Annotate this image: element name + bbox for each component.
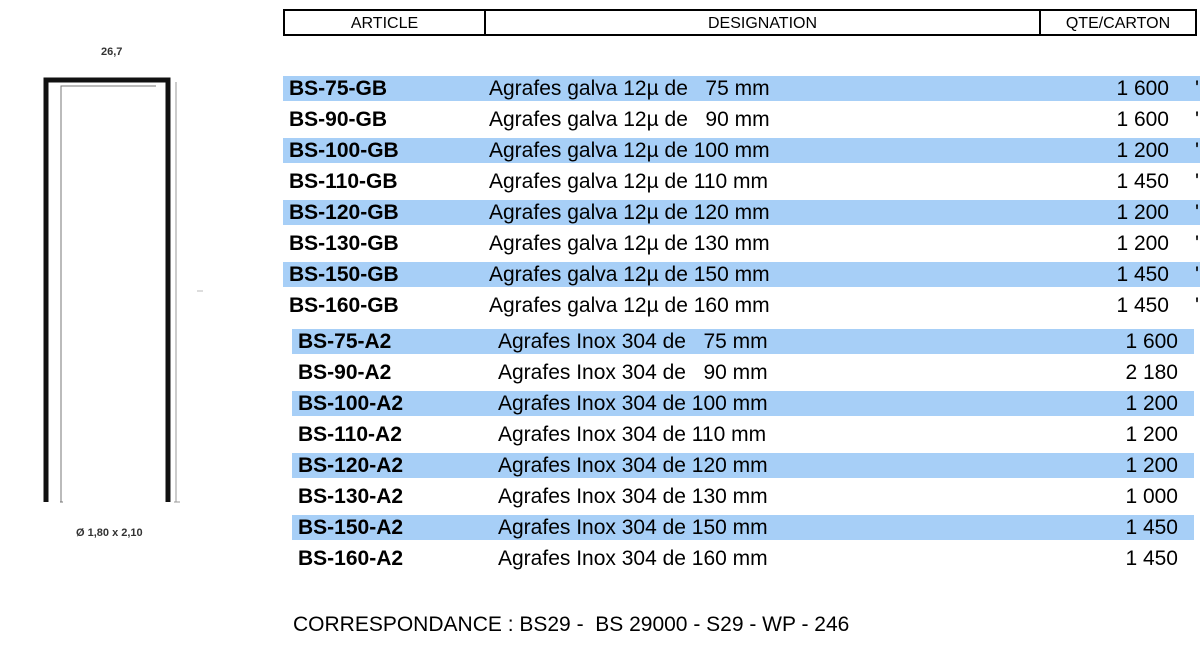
designation: Agrafes galva 12µ de 120 mm — [489, 201, 770, 224]
cropped-glyph: ' — [1195, 263, 1200, 286]
designation: Agrafes galva 12µ de 75 mm — [489, 77, 770, 100]
quantity: 2 180 — [1125, 361, 1178, 384]
article-code: BS-110-A2 — [298, 423, 402, 446]
table-header — [283, 9, 1197, 36]
cropped-glyph: ' — [1195, 170, 1200, 193]
designation: Agrafes galva 12µ de 100 mm — [489, 139, 770, 162]
diameter-dimension-label: Ø 1,80 x 2,10 — [76, 527, 143, 539]
table-row — [283, 231, 1200, 256]
quantity: 1 200 — [1116, 201, 1169, 224]
quantity: 1 450 — [1125, 547, 1178, 570]
quantity: 1 600 — [1116, 77, 1169, 100]
quantity: 1 200 — [1116, 232, 1169, 255]
quantity: 1 600 — [1116, 108, 1169, 131]
article-code: BS-100-GB — [289, 139, 399, 162]
quantity: 1 450 — [1125, 516, 1178, 539]
staple-diagram — [0, 0, 240, 600]
designation: Agrafes Inox 304 de 120 mm — [498, 454, 768, 477]
correspondance-note: CORRESPONDANCE : BS29 - BS 29000 - S29 - WP - 246 — [293, 613, 850, 636]
table-row — [292, 329, 1194, 354]
article-code: BS-90-A2 — [298, 361, 392, 384]
table-row — [283, 293, 1200, 318]
quantity: 1 600 — [1125, 330, 1178, 353]
table-row — [283, 262, 1200, 287]
quantity: 1 200 — [1116, 139, 1169, 162]
width-dimension-label: 26,7 — [101, 46, 123, 58]
designation: Agrafes galva 12µ de 150 mm — [489, 263, 770, 286]
table-row — [292, 546, 1194, 571]
quantity: 1 000 — [1125, 485, 1178, 508]
designation: Agrafes Inox 304 de 160 mm — [498, 547, 768, 570]
designation: Agrafes galva 12µ de 130 mm — [489, 232, 770, 255]
header-designation: DESIGNATION — [486, 11, 1041, 34]
article-code: BS-75-GB — [289, 77, 388, 100]
designation: Agrafes galva 12µ de 110 mm — [489, 170, 769, 193]
table-row — [283, 138, 1200, 163]
header-article: ARTICLE — [285, 11, 486, 34]
header-qte-carton: QTE/CARTON — [1065, 14, 1171, 32]
article-code: BS-120-GB — [289, 201, 399, 224]
article-code: BS-75-A2 — [298, 330, 392, 353]
table-row — [283, 200, 1200, 225]
designation: Agrafes Inox 304 de 90 mm — [498, 361, 768, 384]
article-code: BS-150-GB — [289, 263, 399, 286]
quantity: 1 200 — [1125, 454, 1178, 477]
table-row — [292, 453, 1194, 478]
article-code: BS-120-A2 — [298, 454, 404, 477]
article-code: BS-130-A2 — [298, 485, 404, 508]
article-code: BS-150-A2 — [298, 516, 404, 539]
designation: Agrafes Inox 304 de 110 mm — [498, 423, 767, 446]
designation: Agrafes Inox 304 de 130 mm — [498, 485, 768, 508]
table-row — [292, 484, 1194, 509]
quantity: 1 200 — [1125, 392, 1178, 415]
quantity: 1 450 — [1116, 170, 1169, 193]
table-row — [292, 391, 1194, 416]
article-code: BS-130-GB — [289, 232, 399, 255]
article-code: BS-110-GB — [289, 170, 398, 193]
article-code: BS-160-A2 — [298, 547, 404, 570]
table-row — [283, 169, 1200, 194]
designation: Agrafes Inox 304 de 100 mm — [498, 392, 768, 415]
cropped-glyph: ' — [1195, 139, 1200, 162]
designation: Agrafes Inox 304 de 75 mm — [498, 330, 768, 353]
designation: Agrafes galva 12µ de 90 mm — [489, 108, 770, 131]
cropped-glyph: ' — [1195, 294, 1200, 317]
table-row — [292, 515, 1194, 540]
designation: Agrafes Inox 304 de 150 mm — [498, 516, 768, 539]
cropped-glyph: ' — [1195, 108, 1200, 131]
designation: Agrafes galva 12µ de 160 mm — [489, 294, 770, 317]
table-row — [292, 422, 1194, 447]
article-code: BS-160-GB — [289, 294, 399, 317]
table-row — [292, 360, 1194, 385]
quantity: 1 450 — [1116, 294, 1169, 317]
article-code: BS-90-GB — [289, 108, 388, 131]
table-row — [283, 76, 1200, 101]
quantity: 1 450 — [1116, 263, 1169, 286]
quantity: 1 200 — [1125, 423, 1178, 446]
article-code: BS-100-A2 — [298, 392, 404, 415]
table-row — [283, 107, 1200, 132]
cropped-glyph: ' — [1195, 201, 1200, 224]
cropped-glyph: ' — [1195, 232, 1200, 255]
cropped-glyph: ' — [1195, 77, 1200, 100]
staple-drawing — [0, 0, 240, 600]
